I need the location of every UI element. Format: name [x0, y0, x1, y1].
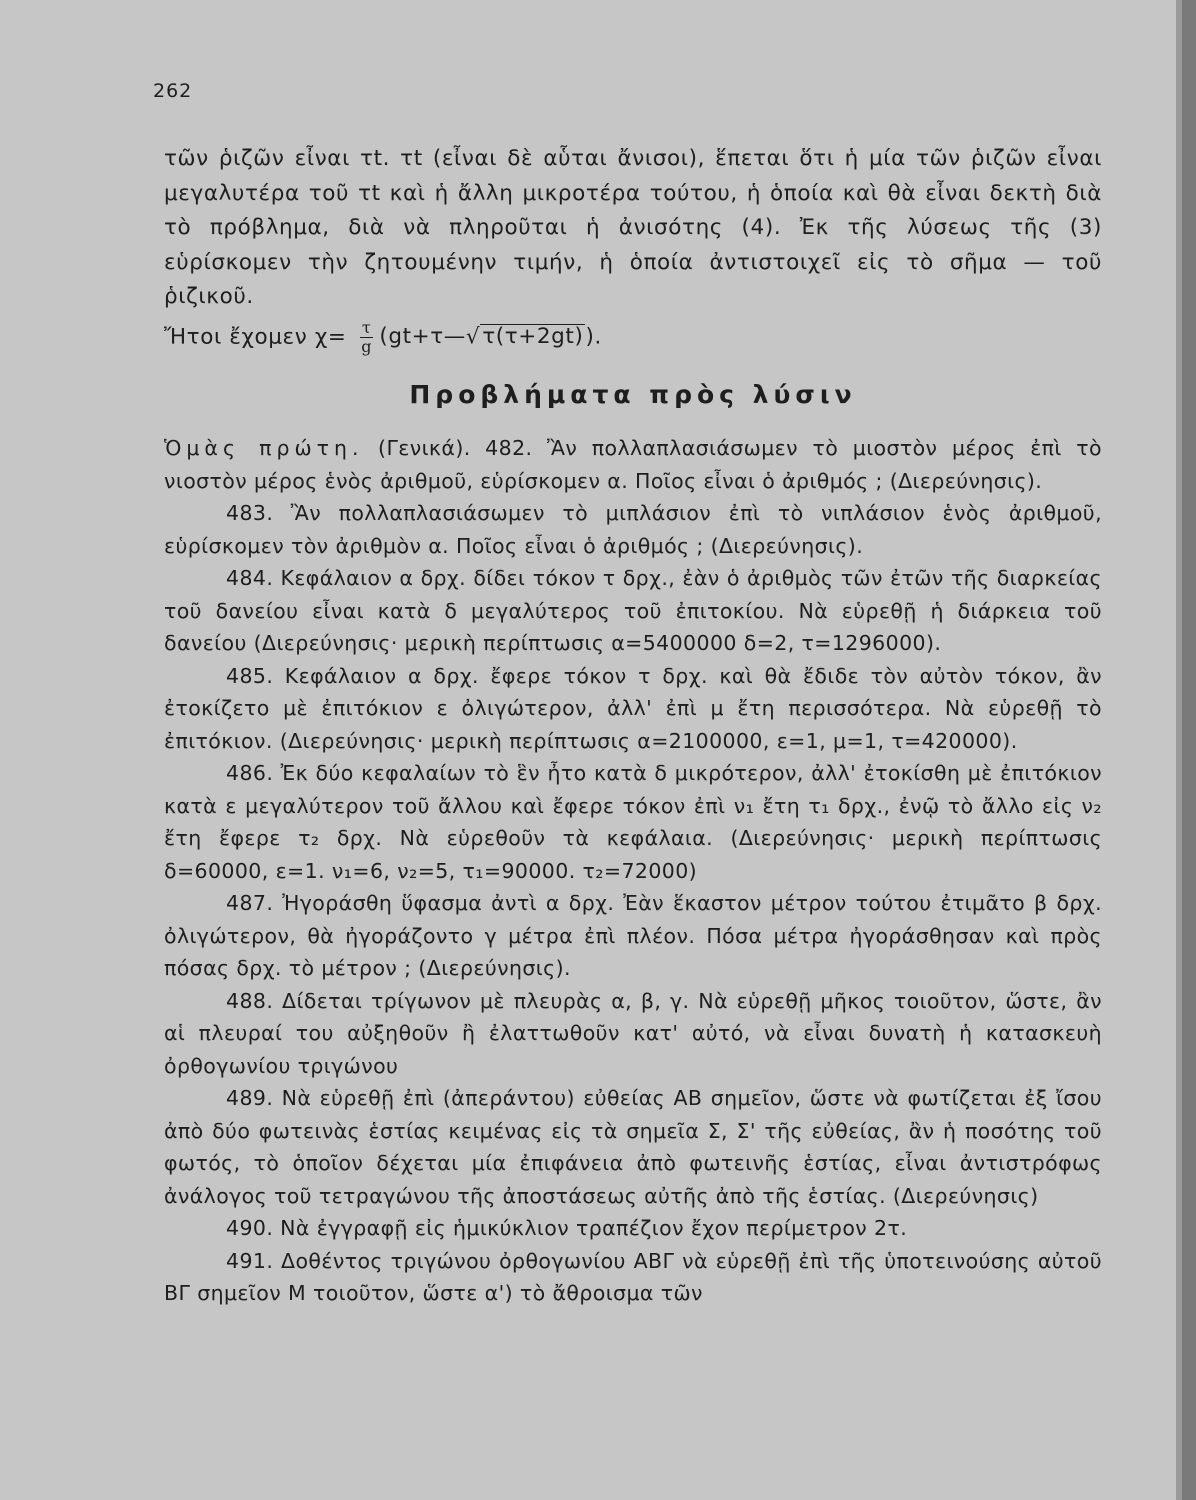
problem-490: 490. Νὰ ἐγγραφῇ εἰς ἡμικύκλιον τραπέζιον ἔχον περίμετρον 2τ.: [226, 1216, 908, 1240]
formula-close: ).: [585, 324, 602, 349]
problem-483: 483. Ἂν πολλαπλασιάσωμεν τὸ μιπλάσιον ἐπὶ τὸ νιπλάσιον ἑνὸς ἀριθμοῦ, εὑρίσκομεν τὸν ἀριθμὸν α. Ποῖος εἶναι ὁ ἀριθμός ; (Διερεύνησις).: [164, 501, 1102, 558]
problem-488: 488. Δίδεται τρίγωνον μὲ πλευρὰς α, β, γ. Νὰ εὑρεθῇ μῆκος τοιοῦτον, ὥστε, ἂν αἱ πλευραί του αὐξηθοῦν ἢ ἐλαττωθοῦν κατ' αὐτό, νὰ εἶναι δυνατὴ ἡ κατασκευὴ ὀρθογωνίου τριγώνου: [164, 988, 1102, 1078]
fraction-numerator: τ: [361, 317, 372, 337]
group-title: Ὁμὰς πρώτη.: [164, 436, 364, 460]
intro-text: τῶν ῥιζῶν εἶναι τt. τt (εἶναι δὲ αὗται ἄνισοι), ἕπεται ὅτι ἡ μία τῶν ῥιζῶν εἶναι μεγαλυτέρα τοῦ τt καὶ ἡ ἄλλη μικροτέρα τούτου, ἡ ὁποία καὶ θὰ εἶναι δεκτὴ διὰ τὸ πρόβλημα, διὰ νὰ πληροῦται ἡ ἀνισότης (4). Ἐκ τῆς λύσεως τῆς (3) εὑρίσκομεν τὴν ζητουμένην τιμήν, ἡ ὁποία ἀντιστοιχεῖ εἰς τὸ σῆμα — τοῦ ῥιζικοῦ.: [164, 146, 1102, 309]
formula-line: [164, 319, 1102, 357]
problem-484: 484. Κεφάλαιον α δρχ. δίδει τόκον τ δρχ., ἐὰν ὁ ἀριθμὸς τῶν ἐτῶν τῆς διαρκείας τοῦ δανείου εἶναι κατὰ δ μεγαλύτερος τοῦ ἐπιτοκίου. Νὰ εὑρεθῇ ἡ διάρκεια τοῦ δανείου (Διερεύνησις· μερικὴ περίπτωσις α=5400000 δ=2, τ=1296000).: [164, 566, 1102, 655]
problem-text: (Γενικά). 482. Ἂν πολλαπλασιάσωμεν τὸ μιοστὸν μέρος ἐπὶ τὸ νιοστὸν μέρος ἑνὸς ἀριθμοῦ, εὑρίσκομεν α. Ποῖος εἶναι ὁ ἀριθμός ; (Διερεύνησις).: [164, 436, 1102, 493]
problem-489: 489. Νὰ εὑρεθῇ ἐπὶ (ἀπεράντου) εὐθείας ΑΒ σημεῖον, ὥστε νὰ φωτίζεται ἐξ ἴσου ἀπὸ δύο φωτεινὰς ἑστίας κειμένας εἰς τὰ σημεῖα Σ, Σ' τῆς εὐθείας, ἂν ἡ ποσότης τοῦ φωτός, τὸ ὁποῖον δέχεται μία ἐπιφάνεια ἀπὸ φωτεινῆς ἑστίας, εἶναι ἀντιστρόφως ἀνάλογος τοῦ τετραγώνου τῆς ἀποστάσεως αὐτῆς ἀπὸ τῆς ἑστίας. (Διερεύνησις): [164, 1086, 1102, 1208]
problem-485: 485. Κεφάλαιον α δρχ. ἔφερε τόκον τ δρχ. καὶ θὰ ἔδιδε τὸν αὐτὸν τόκον, ἂν ἐτοκίζετο μὲ ἐπιτόκιον ε ὀλιγώτερον, ἀλλ' ἐπὶ μ ἔτη περισσότερα. Νὰ εὑρεθῇ τὸ ἐπιτόκιον. (Διερεύνησις· μερικὴ περίπτωσις α=2100000, ε=1, μ=1, τ=420000).: [164, 663, 1102, 753]
problem-482: [164, 432, 1102, 497]
section-heading: Προβλήματα πρὸς λύσιν: [409, 380, 857, 409]
formula-fraction: [360, 319, 373, 356]
radical-sign: √: [465, 324, 481, 349]
problem-487: 487. Ἠγοράσθη ὕφασμα ἀντὶ α δρχ. Ἐὰν ἕκαστον μέτρον τούτου ἐτιμᾶτο β δρχ. ὀλιγώτερον, θὰ ἠγοράζοντο γ μέτρα ἐπὶ πλέον. Πόσα μέτρα ἠγοράσθησαν καὶ πρὸς πόσας δρχ. τὸ μέτρον ; (Διερεύνησις).: [164, 891, 1102, 980]
formula-prefix: Ἤτοι ἔχομεν χ=: [164, 324, 354, 349]
radical-body: τ(τ+2gt): [482, 324, 584, 349]
formula-open: (gt+τ—: [379, 324, 466, 349]
fraction-denominator: g: [361, 336, 373, 356]
problem-486: 486. Ἐκ δύο κεφαλαίων τὸ ἓν ἦτο κατὰ δ μικρότερον, ἀλλ' ἐτοκίσθη μὲ ἐπιτόκιον κατὰ ε μεγαλύτερον τοῦ ἄλλου καὶ ἔφερε τόκον ἐπὶ ν₁ ἔτη τ₁ δρχ., ἐνῷ τὸ ἄλλο εἰς ν₂ ἔτη ἔφερε τ₂ δρχ. Νὰ εὑρεθοῦν τὰ κεφάλαια. (Διερεύνησις· μερικὴ περίπτωσις δ=60000, ε=1. ν₁=6, ν₂=5, τ₁=90000. τ₂=72000): [164, 761, 1102, 883]
problems-list: [164, 432, 1102, 1310]
intro-paragraph: [164, 142, 1102, 357]
page-edge: [1176, 0, 1196, 1500]
page-number: 262: [153, 80, 193, 102]
problem-491: 491. Δοθέντος τριγώνου ὀρθογωνίου ΑΒΓ νὰ εὑρεθῇ ἐπὶ τῆς ὑποτεινούσης αὐτοῦ ΒΓ σημεῖον Μ τοιοῦτον, ὥστε α') τὸ ἄθροισμα τῶν: [164, 1248, 1102, 1305]
